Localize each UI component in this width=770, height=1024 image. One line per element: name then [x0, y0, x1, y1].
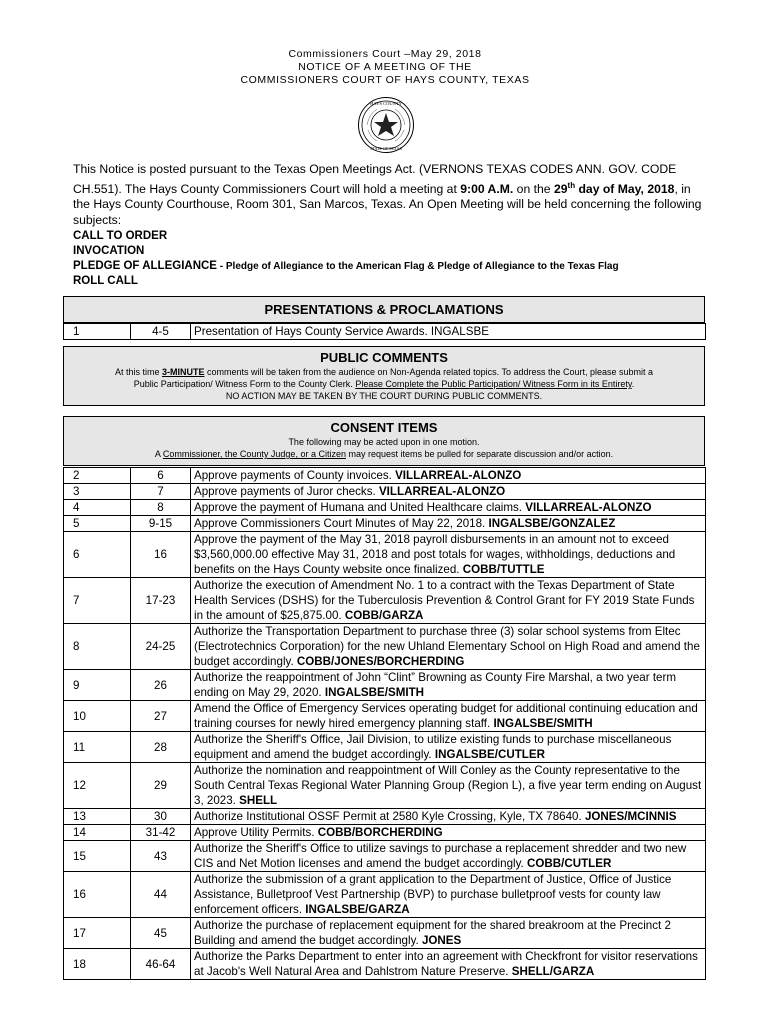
item-sponsor: INGALSBE/GARZA	[305, 903, 410, 916]
item-description-text: Authorize the nomination and reappointment of Will Conley as the County representative to the South Central Texas Regional Water Planning Group (Region L), a five year term ending on August 3, 2023.	[194, 764, 702, 807]
item-pages: 45	[131, 918, 191, 949]
presentations-heading: PRESENTATIONS & PROCLAMATIONS	[63, 296, 705, 323]
header-court-name: COMMISSIONERS COURT OF HAYS COUNTY, TEXAS	[240, 74, 530, 86]
table-row	[64, 701, 706, 732]
table-row	[64, 484, 706, 500]
item-description-text: Authorize Institutional OSSF Permit at 2580 Kyle Crossing, Kyle, TX 78640.	[194, 810, 585, 823]
presentations-table	[63, 323, 706, 340]
item-number: 18	[64, 949, 131, 980]
consent-line-2	[64, 448, 704, 460]
seal-bottom-text: STATE OF TEXAS	[370, 146, 402, 151]
item-description-text: Approve Utility Permits.	[194, 826, 318, 839]
item-pages: 16	[131, 532, 191, 578]
item-description-text: Approve the payment of the May 31, 2018 payroll disbursements in an amount not to exceed $3,560,000.00 effective May 31, 2018 and post totals for wages, withholdings, deductions and benefits on the Hays County website once finalized.	[194, 533, 676, 576]
item-pages: 9-15	[131, 516, 191, 532]
table-row	[64, 516, 706, 532]
table-row	[64, 670, 706, 701]
item-number: 3	[64, 484, 131, 500]
table-row	[64, 578, 706, 624]
table-row	[64, 732, 706, 763]
item-description	[191, 670, 706, 701]
public-comments-text	[64, 366, 704, 402]
item-description-text: Authorize the submission of a grant application to the Department of Justice, Office of Justice Assistance, Bulletproof Vest Partnership (BVP) to purchase bulletproof vests for county law enforcement officers.	[194, 873, 672, 916]
pc-form-instruction: Please Complete the Public Participation/ Witness Form in its Entirety	[355, 379, 632, 389]
item-pages: 29	[131, 763, 191, 809]
item-pages: 44	[131, 872, 191, 918]
item-description	[191, 500, 706, 516]
item-sponsor: JONES/MCINNIS	[584, 810, 677, 823]
table-row	[64, 532, 706, 578]
item-pages: 43	[131, 841, 191, 872]
item-number: 13	[64, 809, 131, 825]
item-sponsor: COBB/BORCHERDING	[317, 826, 443, 839]
item-description-text: Approve the payment of Humana and United Healthcare claims.	[194, 501, 526, 514]
meeting-day-suffix: th	[567, 180, 576, 190]
table-row	[64, 809, 706, 825]
item-sponsor: INGALSBE/SMITH	[324, 686, 425, 699]
item-number: 1	[64, 324, 131, 340]
pc-l1a: At this time	[114, 367, 162, 377]
item-description-text: Approve payments of Juror checks.	[194, 485, 379, 498]
item-sponsor: COBB/CUTLER	[526, 857, 612, 870]
intro-text-2: on the	[513, 181, 554, 196]
item-number: 2	[64, 468, 131, 484]
item-description-text: Amend the Office of Emergency Services operating budget for additional continuing education and training courses for newly hired emergency planning staff.	[194, 702, 698, 730]
item-sponsor: COBB/JONES/BORCHERDING	[296, 655, 465, 668]
table-row	[64, 949, 706, 980]
item-number: 17	[64, 918, 131, 949]
item-sponsor: VILLARREAL-ALONZO	[378, 485, 506, 498]
pledge-detail: - Pledge of Allegiance to the American Flag & Pledge of Allegiance to the Texas Flag	[216, 261, 619, 272]
item-description	[191, 701, 706, 732]
item-pages: 31-42	[131, 825, 191, 841]
consent-text	[64, 436, 704, 460]
item-description-text: Approve Commissioners Court Minutes of May 22, 2018.	[194, 517, 489, 530]
pc-3-minute: 3-MINUTE	[161, 367, 205, 377]
item-sponsor: INGALSBE/GONZALEZ	[488, 517, 616, 530]
intro-paragraph	[73, 162, 703, 228]
item-number: 12	[64, 763, 131, 809]
consent-items-table	[63, 467, 706, 980]
table-row	[64, 872, 706, 918]
invocation: INVOCATION	[73, 245, 145, 257]
item-sponsor: SHELL	[239, 794, 278, 807]
item-pages: 26	[131, 670, 191, 701]
item-description	[191, 825, 706, 841]
table-row	[64, 324, 706, 340]
item-number: 4	[64, 500, 131, 516]
item-description	[191, 763, 706, 809]
public-comments-line-3: NO ACTION MAY BE TAKEN BY THE COURT DURING PUBLIC COMMENTS.	[225, 391, 543, 401]
item-sponsor: INGALSBE/CUTLER	[434, 748, 545, 761]
item-number: 10	[64, 701, 131, 732]
item-pages: 17-23	[131, 578, 191, 624]
meeting-time: 9:00 A.M.	[460, 181, 514, 196]
item-pages: 6	[131, 468, 191, 484]
call-to-order: CALL TO ORDER	[73, 230, 168, 242]
item-number: 7	[64, 578, 131, 624]
consent-items-section	[63, 416, 705, 466]
item-pages: 30	[131, 809, 191, 825]
table-row	[64, 468, 706, 484]
consent-line-1: The following may be acted upon in one motion.	[288, 437, 480, 447]
seal-top-text: HAYS COUNTY	[370, 101, 402, 106]
roll-call: ROLL CALL	[73, 275, 138, 287]
consent-who-may-pull: Commissioner, the County Judge, or a Citizen	[162, 449, 346, 459]
item-description-text: Presentation of Hays County Service Awards. INGALSBE	[194, 325, 489, 338]
item-sponsor: VILLARREAL-ALONZO	[395, 469, 522, 482]
meeting-day-number: 29	[553, 181, 568, 196]
table-row	[64, 918, 706, 949]
item-sponsor: COBB/TUTTLE	[462, 563, 545, 576]
meeting-day-text: day of May, 2018	[575, 181, 675, 196]
intro-text-4: , in the Hays County Courthouse, Room 301, San Marcos, Texas. An Open Meeting will be held concerning the following subjects:	[73, 181, 702, 227]
table-row	[64, 500, 706, 516]
consent-items-body	[64, 468, 706, 980]
item-description	[191, 468, 706, 484]
item-description	[191, 324, 706, 340]
public-comments-heading: PUBLIC COMMENTS	[320, 350, 448, 365]
consent-items-heading: CONSENT ITEMS	[330, 420, 438, 435]
item-sponsor: VILLARREAL-ALONZO	[525, 501, 652, 514]
item-description-text: Authorize the execution of Amendment No. 1 to a contract with the Texas Department of State Health Services (DSHS) for the Tuberculosis Prevention & Control Grant for FY 2019 State Funds in the amount of $25,875.00.	[194, 579, 695, 622]
item-pages: 46-64	[131, 949, 191, 980]
county-seal-icon	[357, 96, 415, 154]
table-row	[64, 763, 706, 809]
item-description	[191, 532, 706, 578]
item-number: 9	[64, 670, 131, 701]
intro-text-1: This Notice is posted pursuant to the Texas Open Meetings Act. (VERNONS TEXAS CODES ANN. GOV. CODE CH.551). The Hays County Commissioners Court will hold a meeting at	[73, 162, 677, 196]
item-pages: 8	[131, 500, 191, 516]
item-number: 5	[64, 516, 131, 532]
item-description-text: Authorize the Sheriff's Office to utilize savings to purchase a replacement shredder and two new CIS and Net Motion licenses and amend the budget accordingly.	[194, 842, 687, 870]
item-pages: 24-25	[131, 624, 191, 670]
table-row	[64, 841, 706, 872]
item-number: 15	[64, 841, 131, 872]
item-sponsor: COBB/GARZA	[344, 609, 424, 622]
consent-l2a: A	[154, 449, 163, 459]
pc-l1b: comments will be taken from the audience on Non-Agenda related topics. To address the Court, please submit a	[204, 367, 654, 377]
item-sponsor: INGALSBE/SMITH	[493, 717, 593, 730]
table-row	[64, 825, 706, 841]
item-description	[191, 484, 706, 500]
item-description	[191, 578, 706, 624]
item-description-text: Authorize the Sheriff's Office, Jail Division, to utilize existing funds to purchase miscellaneous equipment and amend the budget accordingly.	[194, 733, 672, 761]
item-pages: 27	[131, 701, 191, 732]
item-pages: 7	[131, 484, 191, 500]
meeting-day	[554, 182, 674, 196]
table-row	[64, 624, 706, 670]
pc-l2a: Public Participation/ Witness Form to the County Clerk.	[133, 379, 356, 389]
item-description	[191, 918, 706, 949]
item-number: 16	[64, 872, 131, 918]
item-number: 8	[64, 624, 131, 670]
item-sponsor: SHELL/GARZA	[511, 965, 595, 978]
public-comments-section	[63, 346, 705, 406]
item-description-text: Approve payments of County invoices.	[194, 469, 396, 482]
item-number: 6	[64, 532, 131, 578]
consent-l2b: may request items be pulled for separate discussion and/or action.	[345, 449, 614, 459]
item-pages: 28	[131, 732, 191, 763]
item-description	[191, 949, 706, 980]
item-description	[191, 624, 706, 670]
item-number: 11	[64, 732, 131, 763]
item-sponsor: JONES	[421, 934, 462, 947]
item-description-text: Authorize the Parks Department to enter into an agreement with Checkfront for visitor reservations at Jacob's Well Natural Area and Dahlstrom Nature Preserve.	[194, 950, 698, 978]
item-description	[191, 841, 706, 872]
header-notice-title: NOTICE OF A MEETING OF THE	[298, 61, 472, 73]
pledge-label: PLEDGE OF ALLEGIANCE	[73, 260, 217, 272]
header-court-date: Commissioners Court –May 29, 2018	[288, 48, 482, 60]
public-comments-line-1	[64, 366, 704, 378]
item-description	[191, 809, 706, 825]
public-comments-line-2	[64, 378, 704, 390]
item-description-text: Authorize the purchase of replacement equipment for the shared breakroom at the Precinct 2 Building and amend the budget accordingly.	[194, 919, 671, 947]
item-number: 14	[64, 825, 131, 841]
item-description	[191, 516, 706, 532]
pc-l2b: .	[631, 379, 635, 389]
item-description	[191, 872, 706, 918]
item-description-text: Authorize the Transportation Department to purchase three (3) solar school systems from Eltec (Electrotechnics Corporation) for the new Uhland Elementary School on High Road and amend the budget accordingly.	[194, 625, 700, 668]
pledge-of-allegiance	[73, 259, 713, 274]
item-description-text: Authorize the reappointment of John “Clint” Browning as County Fire Marshal, a two year term ending on May 29, 2020.	[194, 671, 677, 699]
item-pages: 4-5	[131, 324, 191, 340]
item-description	[191, 732, 706, 763]
